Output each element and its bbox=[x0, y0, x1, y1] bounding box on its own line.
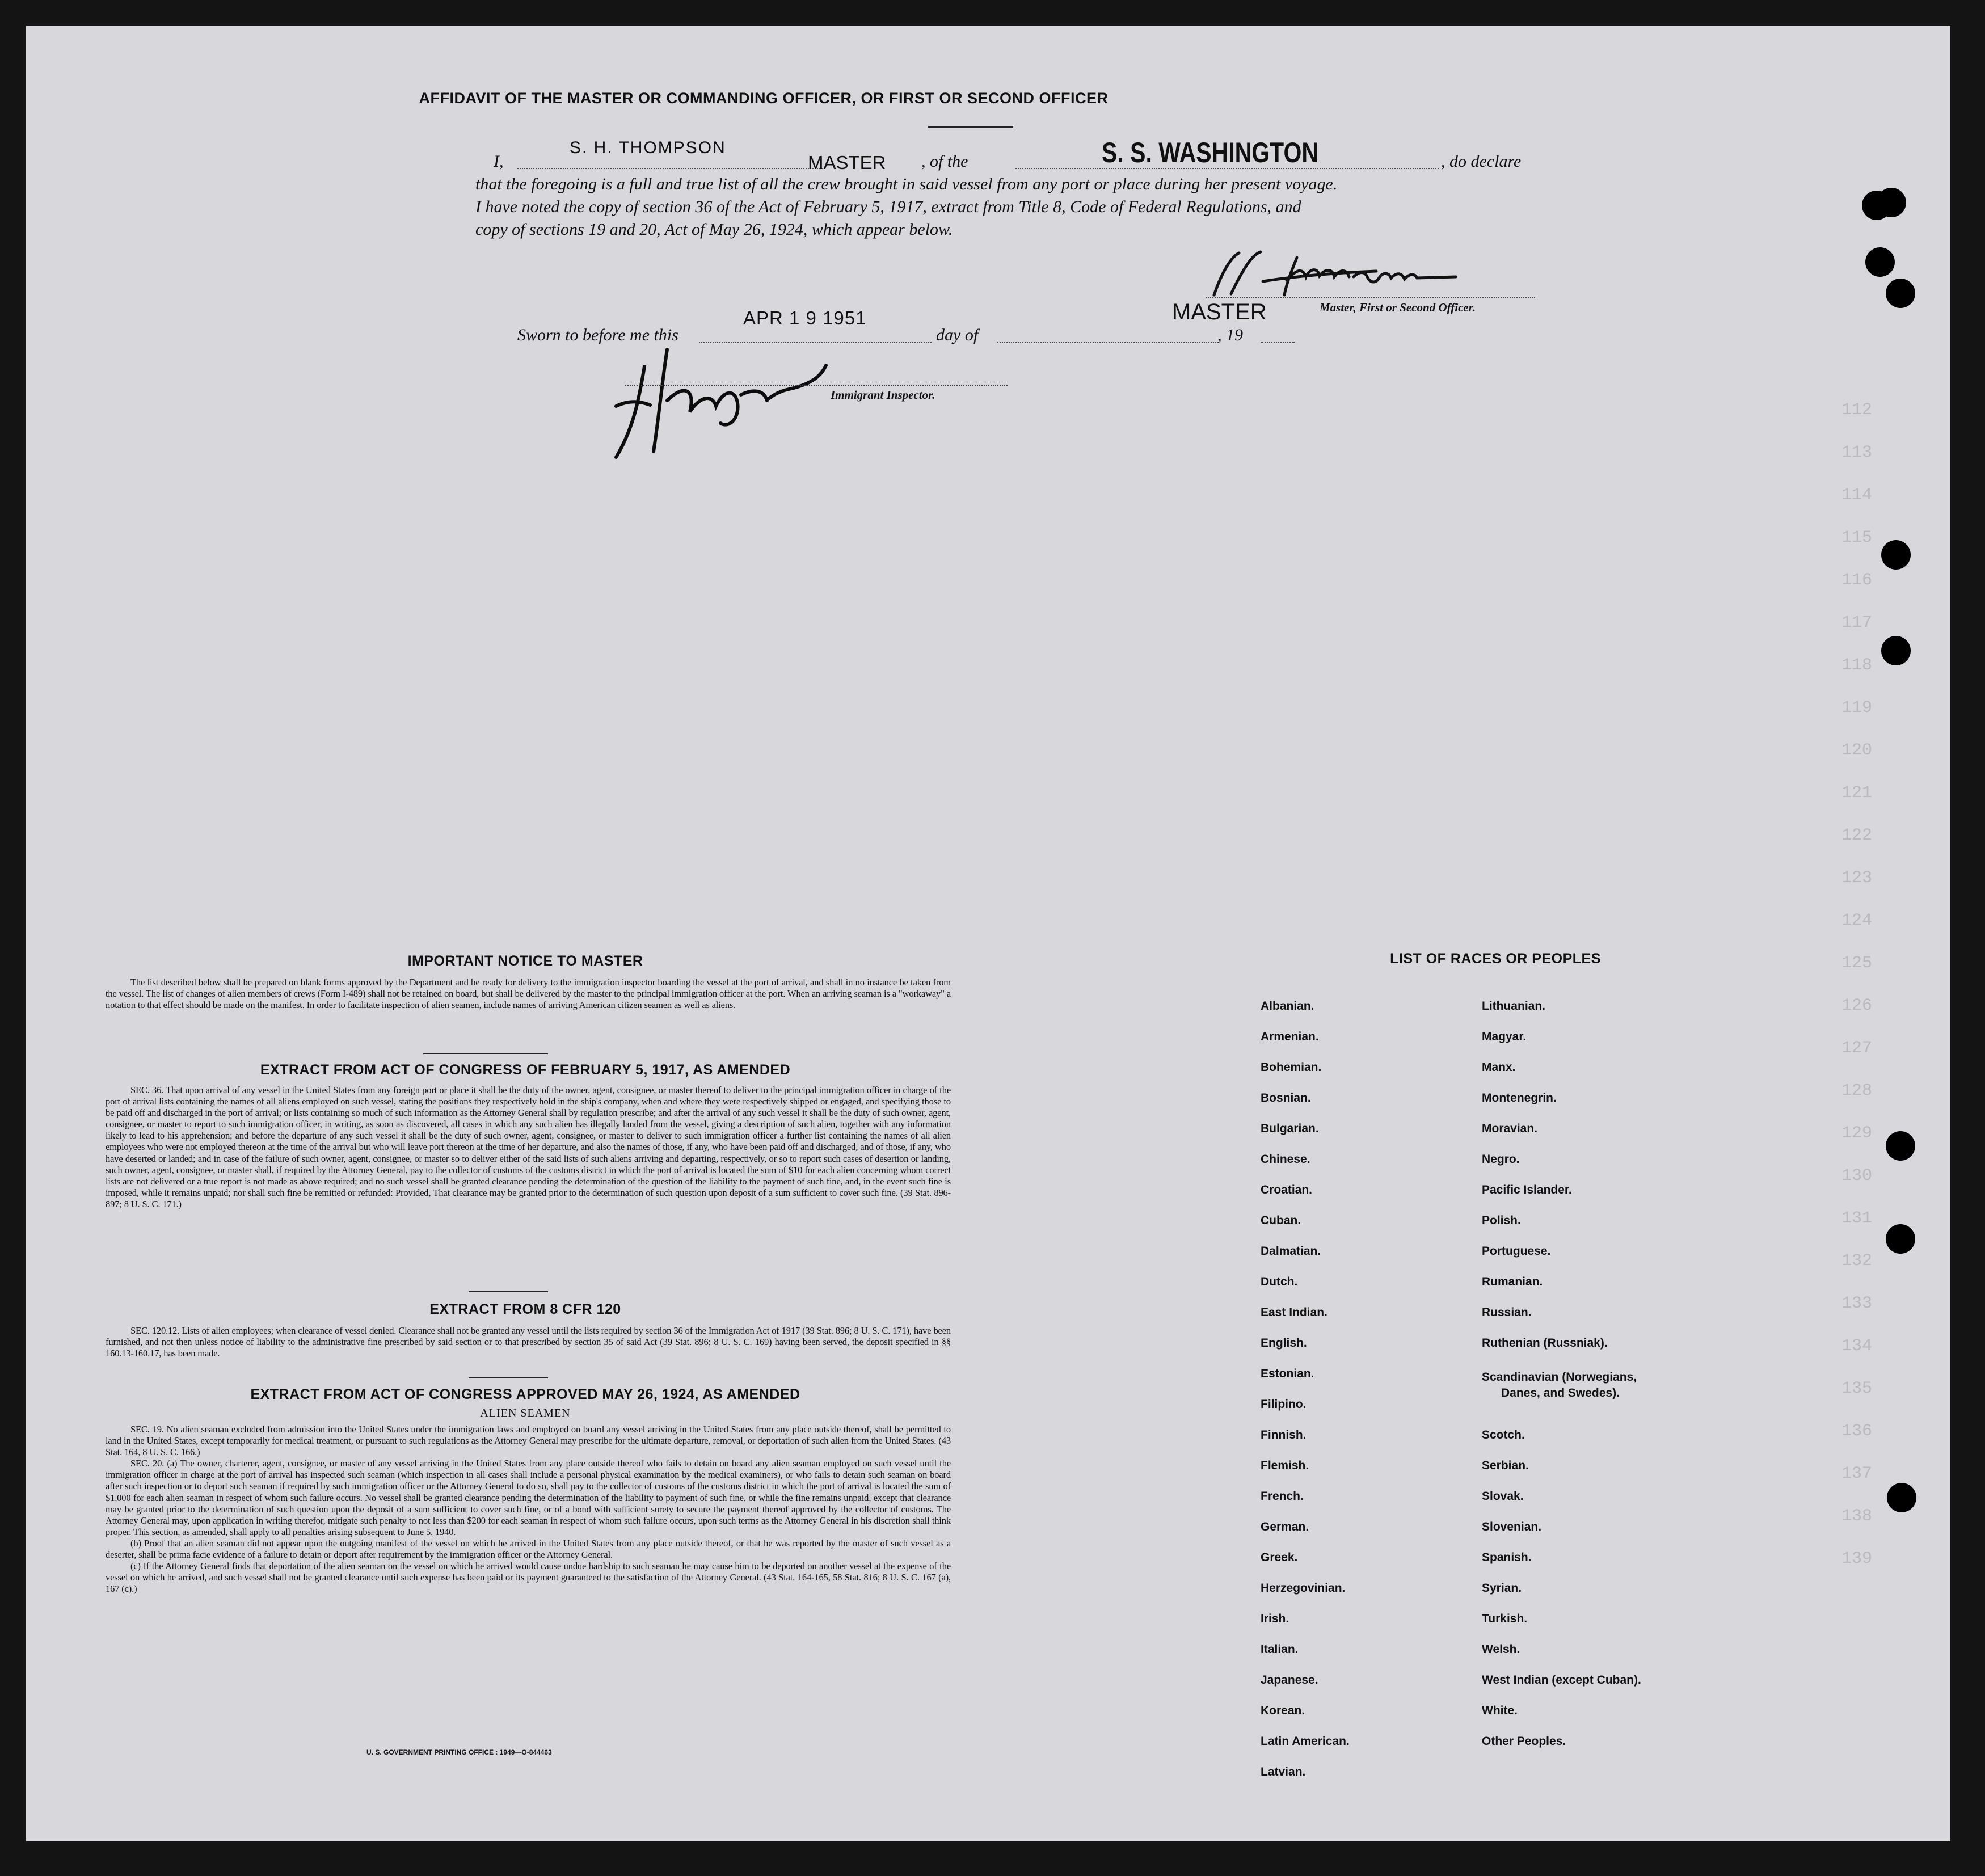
race-item: Korean. bbox=[1261, 1704, 1305, 1717]
document-page: 112 113 114 115 116 117 118 119 120 121 122 123 124 125 126 127 128 129 130 131 132 133 134 135 136 137 138 139 AFFIDAVIT OF THE MASTER OR COMMANDING OFFICER, OR FIRST OR SECOND OFFICER I, S. H. THOMPSON MASTER , of the S. S. WASHINGTON , do declare that the foregoing is a full and true list of all the crew brought in said vessel from any port or place during her present voyage. I have noted the copy of section 36 of the Act of February 5, 1917, extract from Title 8, Code of Federal Regulations, and copy of sections 19 and 20, Act of May 26, 1924, which appear below. Master, First or Second Officer. Sworn to before me this APR 1 9 1951 day of , 19 MASTER Immigrant Inspector. IMPORTANT NOTICE TO MASTER The list described below shall be prepared on blank forms approved by the Department and be ready for delivery to the immigration inspector boarding the vessel at the port of arrival, and shall in no instance be taken from the vessel. The list of changes of alien members of crews (Form I-489) shall not be retained on board, but shall be delivered by the master to the principal immigration officer at the port. When an arriving seaman is a "workaway" a notation to that effect should be made on the manifest. In order to facilitate inspection of alien seamen, include names of arriving American citizen seamen as well as aliens. EXTRACT FROM ACT OF CONGRESS OF FEBRUARY 5, 1917, AS AMENDED SEC. 36. That upon arrival of any vessel in the United States from any foreign port or place it shall be the duty of the owner, agent, consignee, or master thereof to deliver to the principal immigration officer in charge of the port of arrival lists containing the names of all aliens employed on such vessel, stating the positions they respectively hold in the ship's company, when and where they were respectively shipped or engaged, and specifying those to be paid off and discharged in the port of arrival; or lists containing so much of such information as the Attorney General shall by regulation prescribe; and after the arrival of any such vessel it shall be the duty of such owner, agent, consignee, or master to report to such immigration officer, in writing, as soon as discovered, all cases in which any such alien has illegally landed from the vessel, giving a description of such alien, together with any information likely to lead to his apprehension; and before the departure of any such vessel it shall be the duty of such owner, agent, consignee, or master to deliver to such immigration officer a further list containing the names of all alien employees who were not employed thereon at the time of the arrival but who will leave port thereon at the time of her departure, and also the names of those, if any, who have been paid off and discharged, and of those, if any, who have deserted or landed; and in case of the failure of such owner, agent, consignee, or master so to deliver either of the said lists of such aliens arriving and departing, respectively, or so to report such cases of desertion or landing, such owner, agent, consignee, or master shall, if required by the Attorney General, pay to the collector of customs of the customs district in which the port of arrival is located the sum of $10 for each alien concerning whom correct lists are not delivered or a true report is not made as above required; and no such vessel shall be granted clearance pending the determination of the question of the liability to the payment of such fine, and, in the event such fine is imposed, while it remains unpaid; nor shall such fine be remitted or refunded: Provided, That clearance may be granted prior to the determination of such question upon deposit of a sum sufficient to cover such fine. (39 Stat. 896-897; 8 U. S. C. 171.) EXTRACT FROM 8 CFR 120 SEC. 120.12. Lists of alien employees; when clearance of vessel denied. Clearance shall not be granted any vessel until the lists required by section 36 of the Immigration Act of 1917 (39 Stat. 896; 8 U. S. C. 171), have been furnished, and not then unless notice of liability to the administrative fine prescribed by said section or to that prescribed by section 35 of said Act (39 Stat. 896; 8 U. S. C. 169) having been served, the deposit specified in §§ 160.13-160.17, has been made. EXTRACT FROM ACT OF CONGRESS APPROVED MAY 26, 1924, AS AMENDED ALIEN SEAMEN SEC. 19. No alien seaman excluded from admission into the United States under the immigration laws and employed on board any vessel arriving in the United States from any place outside thereof, shall be permitted to land in the United States, except temporarily for medical treatment, or pursuant to such regulations as the Attorney General may prescribe for the ultimate departure, removal, or deportation of such alien from the United States. (43 Stat. 164, 8 U. S. C. 166.) SEC. 20. (a) The owner, charterer, agent, consignee, or master of any vessel arriving in the United States from any place outside thereof who fails to detain on board any alien seaman employed on such vessel until the immigration officer in charge at the port of arrival has inspected such seaman (which inspection in all cases shall include a personal physical examination by the medical examiners), or who fails to detain such seaman on board after such inspection or to deport such seaman if required by such immigration officer or the Attorney General to do so, shall pay to the collector of customs of the customs district in which the port of arrival is located the sum of $1,000 for each alien seaman in respect of whom such failure occurs. No vessel shall be granted clearance pending the determination of the liability to payment of such fine, or while the fine remains unpaid, except that clearance may be granted prior to the determination of such question upon the deposit of a sum sufficient to cover such fine, or of a bond with sufficient surety to secure the payment thereof approved by the collector of customs. The Attorney General may, upon application in writing therefor, mitigate such penalty to not less than $200 for each seaman in respect of whom such failure occurs, upon such terms as the Attorney General in his discretion shall think proper. This section, as amended, shall apply to all penalties arising subsequent to June 5, 1940. (b) Proof that an alien seaman did not appear upon the outgoing manifest of the vessel on which he arrived in the United States from any place outside thereof, or that he was reported by the master of such vessel as a deserter, shall be prima facie evidence of a failure to detain or deport after requirement by the immigration officer or the Attorney General. (c) If the Attorney General finds that deportation of the alien seaman on the vessel on which he arrived would cause undue hardship to such seaman he may cause him to be deported on another vessel at the expense of the vessel on which he arrived, and such vessel shall not be granted clearance until such expense has been paid or its payment guaranteed to the satisfaction of the Attorney General. (43 Stat. 164-165, 58 Stat. 816; 8 U. S. C. 167 (a), 167 (c).) U. S. GOVERNMENT PRINTING OFFICE : 1949—O-844463 LIST OF RACES OR PEOPLES Albanian. Armenian. Bohemian. Bosnian. Bulgarian. Chinese. Croatian. Cuban. Dalmatian. Dutch. East Indian. English. Estonian. Filipino. Finnish. Flemish. French. German. Greek. Herzegovinian. Irish. Italian. Japanese. Korean. Latin American. Latvian. Lithuanian. Magyar. Manx. Montenegrin. Moravian. Negro. Pacific Islander. Polish. Portuguese. Rumanian. Russian. Ruthenian (Russniak). Scandinavian (Norwegians, Danes, and Swedes). Scotch. Serbian. Slovak. Slovenian. Spanish. Syrian. Turkish. Welsh. West Indian (except Cuban). White. Other Peoples. bbox=[26, 26, 1950, 1841]
race-item: Spanish. bbox=[1482, 1551, 1532, 1564]
race-item: Estonian. bbox=[1261, 1367, 1314, 1380]
race-item: Bohemian. bbox=[1261, 1061, 1322, 1074]
race-item: Portuguese. bbox=[1482, 1245, 1551, 1258]
alien-seamen-subheading: ALIEN SEAMEN bbox=[480, 1407, 571, 1419]
race-item: Flemish. bbox=[1261, 1459, 1309, 1472]
race-item: Syrian. bbox=[1482, 1582, 1522, 1595]
race-item: Negro. bbox=[1482, 1153, 1520, 1166]
race-item: East Indian. bbox=[1261, 1306, 1327, 1319]
race-item: Greek. bbox=[1261, 1551, 1298, 1564]
race-item: Latin American. bbox=[1261, 1735, 1350, 1748]
inspector-signature-line bbox=[625, 385, 1008, 386]
section-rule bbox=[469, 1291, 548, 1292]
race-item: Russian. bbox=[1482, 1306, 1532, 1319]
section-rule bbox=[423, 1053, 548, 1054]
race-item: Turkish. bbox=[1482, 1612, 1528, 1625]
extract-1924-text: SEC. 19. No alien seaman excluded from admission into the United States under the immigration laws and employed on board any vessel arriving in the United States from any place outside thereof, shall be permitted to land in the United States, except temporarily for medical treatment, or pursuant to such regulations as the Attorney General may prescribe for the ultimate departure, removal, or deportation of such alien from the United States. (43 Stat. 164, 8 U. S. C. 166.) SEC. 20. (a) The owner, charterer, agent, consignee, or master of any vessel arriving in the United States from any place outside thereof who fails to detain on board any alien seaman employed on such vessel until the immigration officer in charge at the port of arrival has inspected such seaman (which inspection in all cases shall include a personal physical examination by the medical examiners), or who fails to detain such seaman on board after such inspection or to deport such seaman if required by such immigration officer or the Attorney General to do so, shall pay to the collector of customs of the customs district in which the port of arrival is located the sum of $1,000 for each alien seaman in respect of whom such failure occurs. No vessel shall be granted clearance pending the determination of the liability to payment of such fine, or while the fine remains unpaid, except that clearance may be granted prior to the determination of such question upon the deposit of a sum sufficient to cover such fine, or of a bond with sufficient surety to secure the payment thereof approved by the collector of customs. The Attorney General may, upon application in writing therefor, mitigate such penalty to not less than $200 for each seaman in respect of whom such failure occurs, upon such terms as the Attorney General in his discretion shall think proper. This section, as amended, shall apply to all penalties arising subsequent to June 5, 1940. (b) Proof that an alien seaman did not appear upon the outgoing manifest of the vessel on which he arrived in the United States from any place outside thereof, or that he was reported by the master of such vessel as a deserter, shall be prima facie evidence of a failure to detain or deport after requirement by the immigration officer or the Attorney General. (c) If the Attorney General finds that deportation of the alien seaman on the vessel on which he arrived would cause undue hardship to such seaman he may cause him to be deported on another vessel at the expense of the vessel on which he arrived, and such vessel shall not be granted clearance until such expense has been paid or its payment guaranteed to the satisfaction of the Attorney General. (43 Stat. 164-165, 58 Stat. 816; 8 U. S. C. 167 (a), 167 (c).) bbox=[106, 1424, 951, 1595]
race-item: Rumanian. bbox=[1482, 1275, 1543, 1288]
race-item: Pacific Islander. bbox=[1482, 1183, 1572, 1196]
punch-hole bbox=[1877, 188, 1906, 217]
race-item: Bulgarian. bbox=[1261, 1122, 1319, 1135]
title-rule bbox=[928, 126, 1013, 128]
printer-imprint: U. S. GOVERNMENT PRINTING OFFICE : 1949—O-844463 bbox=[366, 1748, 552, 1756]
vessel-name: S. S. WASHINGTON bbox=[1102, 137, 1318, 168]
race-item: Montenegrin. bbox=[1482, 1091, 1557, 1104]
notice-heading: IMPORTANT NOTICE TO MASTER bbox=[407, 953, 643, 969]
race-item: Danes, and Swedes). bbox=[1501, 1386, 1620, 1399]
extract-1917-heading: EXTRACT FROM ACT OF CONGRESS OF FEBRUARY 5, 1917, AS AMENDED bbox=[260, 1062, 791, 1078]
inspector-caption: Immigrant Inspector. bbox=[831, 388, 935, 402]
race-item: Italian. bbox=[1261, 1643, 1299, 1656]
year-field-line bbox=[1261, 342, 1295, 343]
race-item: Moravian. bbox=[1482, 1122, 1538, 1135]
race-item: Manx. bbox=[1482, 1061, 1516, 1074]
sworn-label: Sworn to before me this bbox=[517, 326, 678, 344]
race-item: Cuban. bbox=[1261, 1214, 1301, 1227]
notice-text: The list described below shall be prepared on blank forms approved by the Department and be ready for delivery to the immigration inspector boarding the vessel at the port of arrival, and shall in no instance be taken from the vessel. The list of changes of alien members of crews (Form I-489) shall not be retained on board, but shall be delivered by the master to the principal immigration officer at the port. When an arriving seaman is a "workaway" a notation to that effect should be made on the manifest. In order to facilitate inspection of alien seamen, include names of arriving American citizen seamen as well as aliens. bbox=[106, 977, 951, 1011]
master-stamp: MASTER bbox=[1172, 300, 1267, 324]
inspector-signature bbox=[599, 332, 849, 471]
race-item: English. bbox=[1261, 1337, 1307, 1350]
race-item: Other Peoples. bbox=[1482, 1735, 1566, 1748]
affidavit-body-line-2: I have noted the copy of section 36 of the Act of February 5, 1917, extract from Title 8, Code of Federal Regulations, and bbox=[475, 197, 1301, 216]
section-rule bbox=[469, 1377, 548, 1378]
race-item: Ruthenian (Russniak). bbox=[1482, 1337, 1608, 1350]
punch-hole bbox=[1886, 1131, 1915, 1161]
i-label: I, bbox=[494, 152, 504, 171]
month-field-line bbox=[997, 342, 1219, 343]
extract-1917-text: SEC. 36. That upon arrival of any vessel in the United States from any foreign port or place it shall be the duty of the owner, agent, consignee, or master thereof to deliver to the principal immigration officer in charge of the port of arrival lists containing the names of all aliens employed on such vessel, stating the positions they respectively hold in the ship's company, when and where they were respectively shipped or engaged, and specifying those to be paid off and discharged in the port of arrival; or lists containing so much of such information as the Attorney General shall by regulation prescribe; and after the arrival of any such vessel it shall be the duty of such owner, agent, consignee, or master to report to such immigration officer, in writing, as soon as discovered, all cases in which any such alien has illegally landed from the vessel, giving a description of such alien, together with any information likely to lead to his apprehension; and before the departure of any such vessel it shall be the duty of such owner, agent, consignee, or master to deliver to such immigration officer a further list containing the names of all alien employees who were not employed thereon at the time of the arrival but who will leave port thereon at the time of her departure, and also the names of those, if any, who have been paid off and discharged, and of those, if any, who have deserted or landed; and in case of the failure of such owner, agent, consignee, or master so to deliver either of the said lists of such aliens arriving and departing, respectively, or so to report such cases of desertion or landing, such owner, agent, consignee, or master shall, if required by the Attorney General, pay to the collector of customs of the customs district in which the port of arrival is located the sum of $10 for each alien concerning whom correct lists are not delivered or a true report is not made as above required; and no such vessel shall be granted clearance pending the determination of the question of the liability to the payment of such fine, and, in the event such fine is imposed, while it remains unpaid; nor shall such fine be remitted or refunded: Provided, That clearance may be granted prior to the determination of such question upon deposit of a sum sufficient to cover such fine. (39 Stat. 896-897; 8 U. S. C. 171.) bbox=[106, 1085, 951, 1209]
race-item: Magyar. bbox=[1482, 1030, 1527, 1043]
race-item: Albanian. bbox=[1261, 1000, 1314, 1013]
race-item: Slovenian. bbox=[1482, 1520, 1542, 1533]
affidavit-body-line-1: that the foregoing is a full and true list of all the crew brought in said vessel from any port or place during her present voyage. bbox=[475, 175, 1338, 193]
race-item: Croatian. bbox=[1261, 1183, 1313, 1196]
cfr-heading: EXTRACT FROM 8 CFR 120 bbox=[429, 1301, 621, 1317]
race-item: Armenian. bbox=[1261, 1030, 1319, 1043]
punch-hole bbox=[1886, 279, 1915, 308]
race-item: Dutch. bbox=[1261, 1275, 1298, 1288]
day-of-label: day of bbox=[936, 326, 979, 344]
race-item: French. bbox=[1261, 1490, 1304, 1503]
master-signature bbox=[1206, 246, 1524, 303]
sworn-date-stamp: APR 1 9 1951 bbox=[743, 307, 867, 328]
race-item: Polish. bbox=[1482, 1214, 1521, 1227]
race-item: Finnish. bbox=[1261, 1428, 1307, 1441]
punch-hole bbox=[1865, 247, 1895, 277]
races-heading: LIST OF RACES OR PEOPLES bbox=[1390, 951, 1601, 967]
race-item: Serbian. bbox=[1482, 1459, 1529, 1472]
race-item: Filipino. bbox=[1261, 1398, 1307, 1411]
of-the-label: , of the bbox=[921, 152, 968, 171]
race-item: Herzegovinian. bbox=[1261, 1582, 1346, 1595]
race-item: Welsh. bbox=[1482, 1643, 1520, 1656]
race-item: Japanese. bbox=[1261, 1673, 1318, 1687]
affidavit-body-line-3: copy of sections 19 and 20, Act of May 26, 1924, which appear below. bbox=[475, 220, 953, 239]
race-item: German. bbox=[1261, 1520, 1309, 1533]
race-item: Irish. bbox=[1261, 1612, 1289, 1625]
race-item: White. bbox=[1482, 1704, 1518, 1717]
race-item: Slovak. bbox=[1482, 1490, 1524, 1503]
do-declare-label: , do declare bbox=[1441, 152, 1522, 171]
affidavit-title: AFFIDAVIT OF THE MASTER OR COMMANDING OFFICER, OR FIRST OR SECOND OFFICER bbox=[419, 90, 1109, 107]
name-field-line bbox=[517, 168, 823, 169]
punch-hole bbox=[1886, 1224, 1915, 1254]
signature-caption: Master, First or Second Officer. bbox=[1320, 301, 1476, 314]
year-label: , 19 bbox=[1217, 326, 1243, 344]
race-item: Bosnian. bbox=[1261, 1091, 1311, 1104]
race-item: Latvian. bbox=[1261, 1765, 1306, 1778]
rank-stamp: MASTER bbox=[808, 152, 886, 173]
race-item: West Indian (except Cuban). bbox=[1482, 1673, 1641, 1687]
cfr-text: SEC. 120.12. Lists of alien employees; when clearance of vessel denied. Clearance shall not be granted any vessel until the lists required by section 36 of the Immigration Act of 1917 (39 Stat. 896; 8 U. S. C. 171), have been furnished, and not then unless notice of liability to the administrative fine prescribed by said section or to that prescribed by section 35 of said Act (39 Stat. 896; 8 U. S. C. 169) having been served, the deposit specified in §§ 160.13-160.17, has been made. bbox=[106, 1325, 951, 1359]
race-item: Lithuanian. bbox=[1482, 1000, 1545, 1013]
race-item: Dalmatian. bbox=[1261, 1245, 1321, 1258]
race-item: Chinese. bbox=[1261, 1153, 1310, 1166]
race-item: Scotch. bbox=[1482, 1428, 1525, 1441]
punch-hole bbox=[1881, 540, 1911, 570]
punch-hole bbox=[1887, 1483, 1916, 1512]
master-name: S. H. THOMPSON bbox=[570, 138, 726, 157]
race-item: Scandinavian (Norwegians, bbox=[1482, 1371, 1637, 1384]
extract-1924-heading: EXTRACT FROM ACT OF CONGRESS APPROVED MAY 26, 1924, AS AMENDED bbox=[250, 1386, 800, 1402]
punch-hole bbox=[1881, 636, 1911, 665]
